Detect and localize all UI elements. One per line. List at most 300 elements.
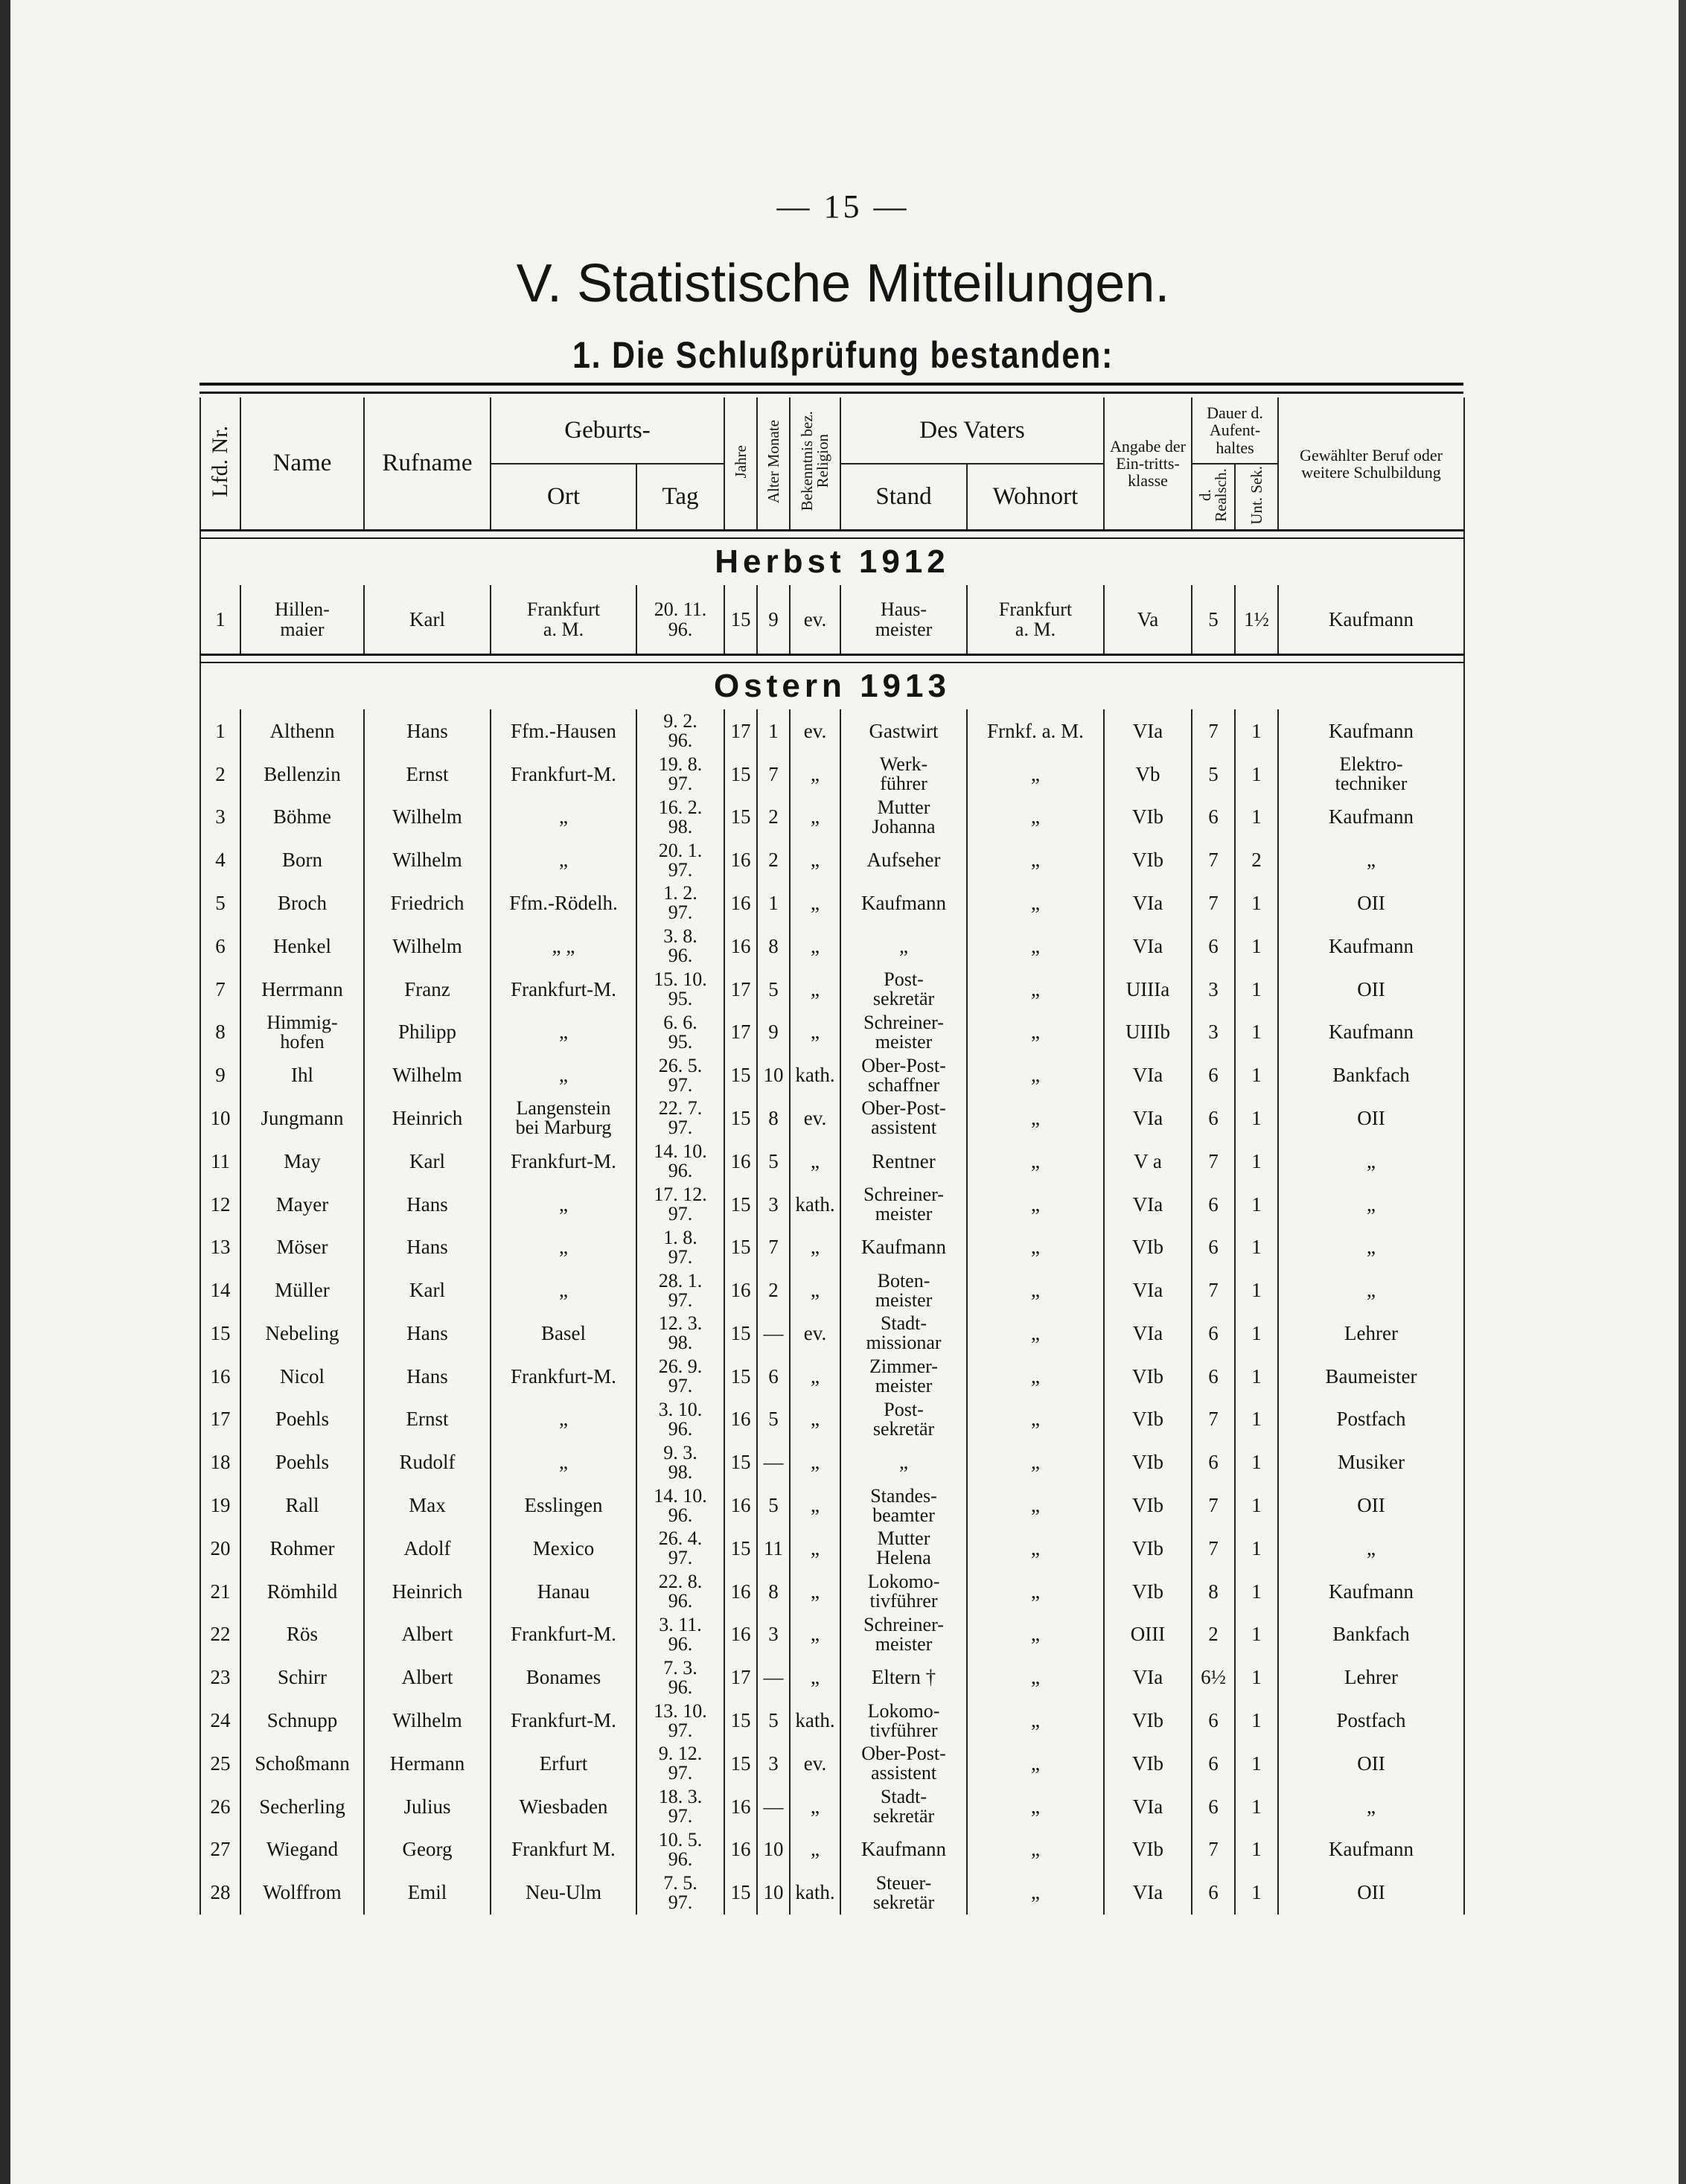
birth-place: „: [491, 1441, 636, 1484]
career-choice: OII: [1278, 1742, 1464, 1785]
row-nr: 4: [200, 839, 240, 882]
years-unt-sek: 1: [1235, 1183, 1278, 1226]
religion: „: [790, 1484, 840, 1527]
career-choice: Kaufmann: [1278, 925, 1464, 968]
career-choice: Postfach: [1278, 1398, 1464, 1441]
header-lfd-nr: Lfd. Nr.: [200, 397, 240, 531]
father-occupation: Stadt- missionar: [840, 1312, 967, 1356]
father-occupation: Boten- meister: [840, 1269, 967, 1312]
student-name: Henkel: [240, 925, 364, 968]
birth-date: 7. 5. 97.: [636, 1871, 724, 1915]
years-unt-sek: 1: [1235, 1441, 1278, 1484]
entry-class: VIa: [1104, 1871, 1192, 1915]
years-realschule: 6: [1192, 1312, 1235, 1356]
student-name: Wolffrom: [240, 1871, 364, 1915]
rufname: Karl: [364, 1269, 491, 1312]
rufname: Adolf: [364, 1527, 491, 1570]
rufname: Georg: [364, 1828, 491, 1871]
table-row: [200, 1699, 1464, 1743]
table-row: [200, 882, 1464, 925]
row-nr: 19: [200, 1484, 240, 1527]
birth-date: 14. 10. 96.: [636, 1484, 724, 1527]
entry-class: VIa: [1104, 1183, 1192, 1226]
rufname: Emil: [364, 1871, 491, 1915]
birth-place: Frankfurt-M.: [491, 753, 636, 796]
age-years: 15: [724, 1097, 757, 1140]
career-choice: „: [1278, 839, 1464, 882]
row-nr: 22: [200, 1613, 240, 1656]
student-name: Herrmann: [240, 968, 364, 1011]
father-residence: „: [967, 1742, 1104, 1785]
birth-date: 19. 8. 97.: [636, 753, 724, 796]
years-realschule: 7: [1192, 1140, 1235, 1183]
father-residence: „: [967, 1656, 1104, 1699]
age-months: 1: [757, 882, 790, 925]
religion: ev.: [790, 1312, 840, 1356]
father-occupation: Kaufmann: [840, 1828, 967, 1871]
table-row: [200, 1054, 1464, 1097]
student-name: Born: [240, 839, 364, 882]
birth-place: Mexico: [491, 1527, 636, 1570]
religion: „: [790, 753, 840, 796]
father-residence: „: [967, 1570, 1104, 1613]
row-nr: 26: [200, 1785, 240, 1828]
years-unt-sek: 1: [1235, 1656, 1278, 1699]
father-residence: „: [967, 753, 1104, 796]
table-row: [200, 1312, 1464, 1356]
father-residence: „: [967, 1312, 1104, 1356]
entry-class: VIb: [1104, 1527, 1192, 1570]
years-unt-sek: 1: [1235, 925, 1278, 968]
years-unt-sek: 1: [1235, 1269, 1278, 1312]
birth-date: 26. 4. 97.: [636, 1527, 724, 1570]
career-choice: Baumeister: [1278, 1355, 1464, 1398]
birth-place: Langenstein bei Marburg: [491, 1097, 636, 1140]
birth-date: 26. 9. 97.: [636, 1355, 724, 1398]
row-nr: 21: [200, 1570, 240, 1613]
table-row: [200, 1785, 1464, 1828]
father-residence: „: [967, 1699, 1104, 1743]
years-realschule: 7: [1192, 839, 1235, 882]
student-name: Mayer: [240, 1183, 364, 1226]
student-name: Bellenzin: [240, 753, 364, 796]
religion: „: [790, 1828, 840, 1871]
age-years: 15: [724, 1054, 757, 1097]
age-years: 17: [724, 709, 757, 753]
header-bekenntnis: Bekenntnis bez. Religion: [790, 397, 840, 531]
religion: ev.: [790, 709, 840, 753]
religion: „: [790, 1011, 840, 1054]
table-row: [200, 1570, 1464, 1613]
career-choice: OII: [1278, 968, 1464, 1011]
entry-class: VIb: [1104, 1742, 1192, 1785]
years-realschule: 7: [1192, 1484, 1235, 1527]
age-months: 8: [757, 1097, 790, 1140]
age-months: 5: [757, 1398, 790, 1441]
table-row: [200, 1011, 1464, 1054]
row-nr: 12: [200, 1183, 240, 1226]
age-years: 16: [724, 1269, 757, 1312]
rufname: Hans: [364, 1355, 491, 1398]
birth-date: 10. 5. 96.: [636, 1828, 724, 1871]
age-months: 3: [757, 1183, 790, 1226]
table-row: [200, 1183, 1464, 1226]
row-nr: 1: [200, 709, 240, 753]
birth-date: 1. 8. 97.: [636, 1226, 724, 1269]
header-geburts: Geburts-: [491, 397, 724, 464]
row-nr: 14: [200, 1269, 240, 1312]
student-name: Secherling: [240, 1785, 364, 1828]
age-months: 2: [757, 839, 790, 882]
father-occupation: Mutter Johanna: [840, 796, 967, 839]
table-row: [200, 1398, 1464, 1441]
entry-class: VIa: [1104, 1054, 1192, 1097]
rufname: Wilhelm: [364, 1699, 491, 1743]
table-row: [200, 1656, 1464, 1699]
birth-place: Hanau: [491, 1570, 636, 1613]
years-realschule: 7: [1192, 709, 1235, 753]
career-choice: „: [1278, 1527, 1464, 1570]
age-years: 17: [724, 1656, 757, 1699]
religion: ev.: [790, 1742, 840, 1785]
birth-place: Frankfurt-M.: [491, 1699, 636, 1743]
age-years: 17: [724, 1011, 757, 1054]
age-months: 9: [757, 1011, 790, 1054]
father-residence: „: [967, 1871, 1104, 1915]
section-ostern-1913: Ostern 1913: [200, 662, 1464, 709]
religion: „: [790, 1527, 840, 1570]
career-choice: „: [1278, 1785, 1464, 1828]
years-realschule: 6: [1192, 1699, 1235, 1743]
page-number: — 15 —: [776, 188, 910, 225]
header-name: Name: [240, 397, 364, 531]
religion: kath.: [790, 1871, 840, 1915]
age-years: 15: [724, 1742, 757, 1785]
table-row: [200, 709, 1464, 753]
top-rule-inner: [199, 392, 1463, 394]
header-ort: Ort: [491, 464, 636, 531]
student-name: Müller: [240, 1269, 364, 1312]
table-row: 1 Hillen- maier Karl Frankfurt a. M. 20. 11. 96. 15 9 ev. Haus- meister Frankfurt a. M. Va 5 1½ Kaufmann: [200, 585, 1464, 655]
years-realschule: 6½: [1192, 1656, 1235, 1699]
father-residence: „: [967, 1183, 1104, 1226]
header-beruf: Gewählter Beruf oder weitere Schulbildung: [1278, 397, 1464, 531]
age-years: 16: [724, 1484, 757, 1527]
years-unt-sek: 1: [1235, 968, 1278, 1011]
entry-class: VIb: [1104, 1441, 1192, 1484]
entry-class: VIb: [1104, 1355, 1192, 1398]
row-nr: 16: [200, 1355, 240, 1398]
age-months: 8: [757, 1570, 790, 1613]
student-name: May: [240, 1140, 364, 1183]
entry-class: VIa: [1104, 1097, 1192, 1140]
years-realschule: 7: [1192, 1398, 1235, 1441]
entry-class: VIb: [1104, 1570, 1192, 1613]
entry-class: VIb: [1104, 1398, 1192, 1441]
years-realschule: 7: [1192, 1828, 1235, 1871]
table-row: [200, 753, 1464, 796]
age-months: 8: [757, 925, 790, 968]
age-months: 10: [757, 1828, 790, 1871]
birth-place: „: [491, 1011, 636, 1054]
separator-rule: [200, 655, 1464, 663]
years-realschule: 2: [1192, 1613, 1235, 1656]
years-unt-sek: 1: [1235, 1140, 1278, 1183]
birth-date: 9. 12. 97.: [636, 1742, 724, 1785]
birth-place: Frankfurt-M.: [491, 1140, 636, 1183]
row-nr: 7: [200, 968, 240, 1011]
father-residence: „: [967, 1828, 1104, 1871]
years-realschule: 6: [1192, 925, 1235, 968]
father-residence: „: [967, 1269, 1104, 1312]
entry-class: UIIIb: [1104, 1011, 1192, 1054]
birth-date: 26. 5. 97.: [636, 1054, 724, 1097]
age-months: 3: [757, 1613, 790, 1656]
religion: kath.: [790, 1699, 840, 1743]
row-nr: 13: [200, 1226, 240, 1269]
years-unt-sek: 1: [1235, 796, 1278, 839]
birth-date: 17. 12. 97.: [636, 1183, 724, 1226]
rufname: Albert: [364, 1656, 491, 1699]
career-choice: „: [1278, 1183, 1464, 1226]
entry-class: VIa: [1104, 1269, 1192, 1312]
table-row: [200, 1269, 1464, 1312]
birth-date: 16. 2. 98.: [636, 796, 724, 839]
father-residence: „: [967, 1011, 1104, 1054]
entry-class: VIb: [1104, 1226, 1192, 1269]
religion: „: [790, 882, 840, 925]
age-years: 17: [724, 968, 757, 1011]
rufname: Wilhelm: [364, 796, 491, 839]
student-name: Möser: [240, 1226, 364, 1269]
career-choice: Bankfach: [1278, 1613, 1464, 1656]
career-choice: Elektro- techniker: [1278, 753, 1464, 796]
section-title: V. Statistische Mitteilungen.: [516, 254, 1170, 313]
age-years: 15: [724, 1699, 757, 1743]
birth-date: 6. 6. 95.: [636, 1011, 724, 1054]
table-row: [200, 968, 1464, 1011]
rufname: Rudolf: [364, 1441, 491, 1484]
age-years: 15: [724, 1312, 757, 1356]
header-alter: Alter: [764, 471, 782, 504]
table-row: [200, 1742, 1464, 1785]
years-unt-sek: 1: [1235, 1613, 1278, 1656]
birth-place: Esslingen: [491, 1484, 636, 1527]
rufname: Karl: [364, 1140, 491, 1183]
entry-class: VIa: [1104, 709, 1192, 753]
years-unt-sek: 1: [1235, 1699, 1278, 1743]
row-nr: 28: [200, 1871, 240, 1915]
birth-date: 3. 10. 96.: [636, 1398, 724, 1441]
student-name: Poehls: [240, 1398, 364, 1441]
years-realschule: 7: [1192, 1269, 1235, 1312]
age-months: 7: [757, 753, 790, 796]
years-unt-sek: 1: [1235, 709, 1278, 753]
years-unt-sek: 1: [1235, 1484, 1278, 1527]
years-realschule: 7: [1192, 882, 1235, 925]
age-months: 10: [757, 1054, 790, 1097]
rufname: Hans: [364, 1226, 491, 1269]
birth-date: 12. 3. 98.: [636, 1312, 724, 1356]
header-dauer: Dauer d. Aufent-haltes: [1192, 397, 1278, 464]
father-residence: „: [967, 1054, 1104, 1097]
age-months: 3: [757, 1742, 790, 1785]
entry-class: OIII: [1104, 1613, 1192, 1656]
entry-class: VIa: [1104, 925, 1192, 968]
career-choice: Kaufmann: [1278, 1828, 1464, 1871]
rufname: Max: [364, 1484, 491, 1527]
student-name: Böhme: [240, 796, 364, 839]
rufname: Wilhelm: [364, 1054, 491, 1097]
row-nr: 2: [200, 753, 240, 796]
career-choice: „: [1278, 1140, 1464, 1183]
years-unt-sek: 1: [1235, 1398, 1278, 1441]
religion: „: [790, 1613, 840, 1656]
career-choice: Postfach: [1278, 1699, 1464, 1743]
table-row: [200, 1871, 1464, 1915]
table-row: [200, 1441, 1464, 1484]
religion: „: [790, 925, 840, 968]
father-occupation: „: [840, 925, 967, 968]
age-years: 16: [724, 882, 757, 925]
table-row: [200, 1828, 1464, 1871]
father-occupation: Kaufmann: [840, 882, 967, 925]
years-realschule: 6: [1192, 1097, 1235, 1140]
entry-class: VIa: [1104, 882, 1192, 925]
birth-place: Frankfurt-M.: [491, 1355, 636, 1398]
career-choice: Kaufmann: [1278, 796, 1464, 839]
row-nr: 15: [200, 1312, 240, 1356]
table-row: [200, 1097, 1464, 1140]
table-row: [200, 1613, 1464, 1656]
father-occupation: Schreiner- meister: [840, 1011, 967, 1054]
header-monate: Monate Alter: [757, 397, 790, 531]
birth-place: Ffm.-Rödelh.: [491, 882, 636, 925]
career-choice: Kaufmann: [1278, 709, 1464, 753]
header-stand: Stand: [840, 464, 967, 531]
father-occupation: Steuer- sekretär: [840, 1871, 967, 1915]
rufname: Heinrich: [364, 1570, 491, 1613]
age-months: 5: [757, 1140, 790, 1183]
father-occupation: Post- sekretär: [840, 968, 967, 1011]
birth-date: 28. 1. 97.: [636, 1269, 724, 1312]
father-occupation: Post- sekretär: [840, 1398, 967, 1441]
years-unt-sek: 1: [1235, 1742, 1278, 1785]
entry-class: VIa: [1104, 1785, 1192, 1828]
years-realschule: 6: [1192, 1054, 1235, 1097]
row-nr: 6: [200, 925, 240, 968]
student-name: Schirr: [240, 1656, 364, 1699]
age-years: 16: [724, 1570, 757, 1613]
years-realschule: 8: [1192, 1570, 1235, 1613]
rufname: Albert: [364, 1613, 491, 1656]
religion: „: [790, 968, 840, 1011]
religion: ev.: [790, 1097, 840, 1140]
age-months: 5: [757, 1699, 790, 1743]
age-years: 16: [724, 1398, 757, 1441]
years-unt-sek: 1: [1235, 882, 1278, 925]
father-residence: „: [967, 1097, 1104, 1140]
age-months: 1: [757, 709, 790, 753]
father-residence: „: [967, 925, 1104, 968]
career-choice: Kaufmann: [1278, 1570, 1464, 1613]
entry-class: UIIIa: [1104, 968, 1192, 1011]
table-row: [200, 839, 1464, 882]
age-years: 15: [724, 1355, 757, 1398]
birth-place: „: [491, 839, 636, 882]
father-residence: „: [967, 1441, 1104, 1484]
rufname: Ernst: [364, 1398, 491, 1441]
career-choice: OII: [1278, 1097, 1464, 1140]
exam-results-table: [199, 397, 1465, 1915]
rufname: Hans: [364, 1183, 491, 1226]
student-name: Broch: [240, 882, 364, 925]
birth-date: 3. 11. 96.: [636, 1613, 724, 1656]
years-realschule: 6: [1192, 1785, 1235, 1828]
birth-date: 7. 3. 96.: [636, 1656, 724, 1699]
career-choice: OII: [1278, 882, 1464, 925]
religion: „: [790, 1656, 840, 1699]
age-months: 2: [757, 796, 790, 839]
father-occupation: Standes- beamter: [840, 1484, 967, 1527]
row-nr: 20: [200, 1527, 240, 1570]
entry-class: VIb: [1104, 796, 1192, 839]
header-rufname: Rufname: [364, 397, 491, 531]
religion: „: [790, 1355, 840, 1398]
sub-title: 1. Die Schlußprüfung bestanden:: [572, 334, 1114, 376]
religion: „: [790, 1785, 840, 1828]
father-occupation: Mutter Helena: [840, 1527, 967, 1570]
father-occupation: Ober-Post- schaffner: [840, 1054, 967, 1097]
entry-class: VIa: [1104, 1656, 1192, 1699]
birth-date: 9. 2. 96.: [636, 709, 724, 753]
years-realschule: 6: [1192, 1871, 1235, 1915]
years-unt-sek: 1: [1235, 1097, 1278, 1140]
entry-class: VIb: [1104, 1484, 1192, 1527]
rufname: Heinrich: [364, 1097, 491, 1140]
age-months: 5: [757, 1484, 790, 1527]
years-realschule: 6: [1192, 1742, 1235, 1785]
entry-class: VIb: [1104, 1699, 1192, 1743]
age-years: 16: [724, 1613, 757, 1656]
table-row: [200, 1527, 1464, 1570]
top-rule: [199, 383, 1463, 386]
table-row: [200, 796, 1464, 839]
career-choice: „: [1278, 1226, 1464, 1269]
rufname: Hermann: [364, 1742, 491, 1785]
father-occupation: Kaufmann: [840, 1226, 967, 1269]
header-jahre: Jahre: [724, 397, 757, 531]
career-choice: Lehrer: [1278, 1312, 1464, 1356]
age-years: 15: [724, 1441, 757, 1484]
father-occupation: Ober-Post- assistent: [840, 1097, 967, 1140]
father-occupation: Schreiner- meister: [840, 1613, 967, 1656]
father-residence: „: [967, 1484, 1104, 1527]
years-realschule: 6: [1192, 1183, 1235, 1226]
age-months: 7: [757, 1226, 790, 1269]
rufname: Ernst: [364, 753, 491, 796]
father-occupation: Werk- führer: [840, 753, 967, 796]
rufname: Wilhelm: [364, 925, 491, 968]
header-d-realsch: d. Realsch.: [1192, 464, 1235, 531]
father-occupation: Rentner: [840, 1140, 967, 1183]
religion: „: [790, 839, 840, 882]
student-name: Rös: [240, 1613, 364, 1656]
religion: „: [790, 1441, 840, 1484]
separator-rule: [200, 531, 1464, 539]
row-nr: 27: [200, 1828, 240, 1871]
career-choice: Lehrer: [1278, 1656, 1464, 1699]
